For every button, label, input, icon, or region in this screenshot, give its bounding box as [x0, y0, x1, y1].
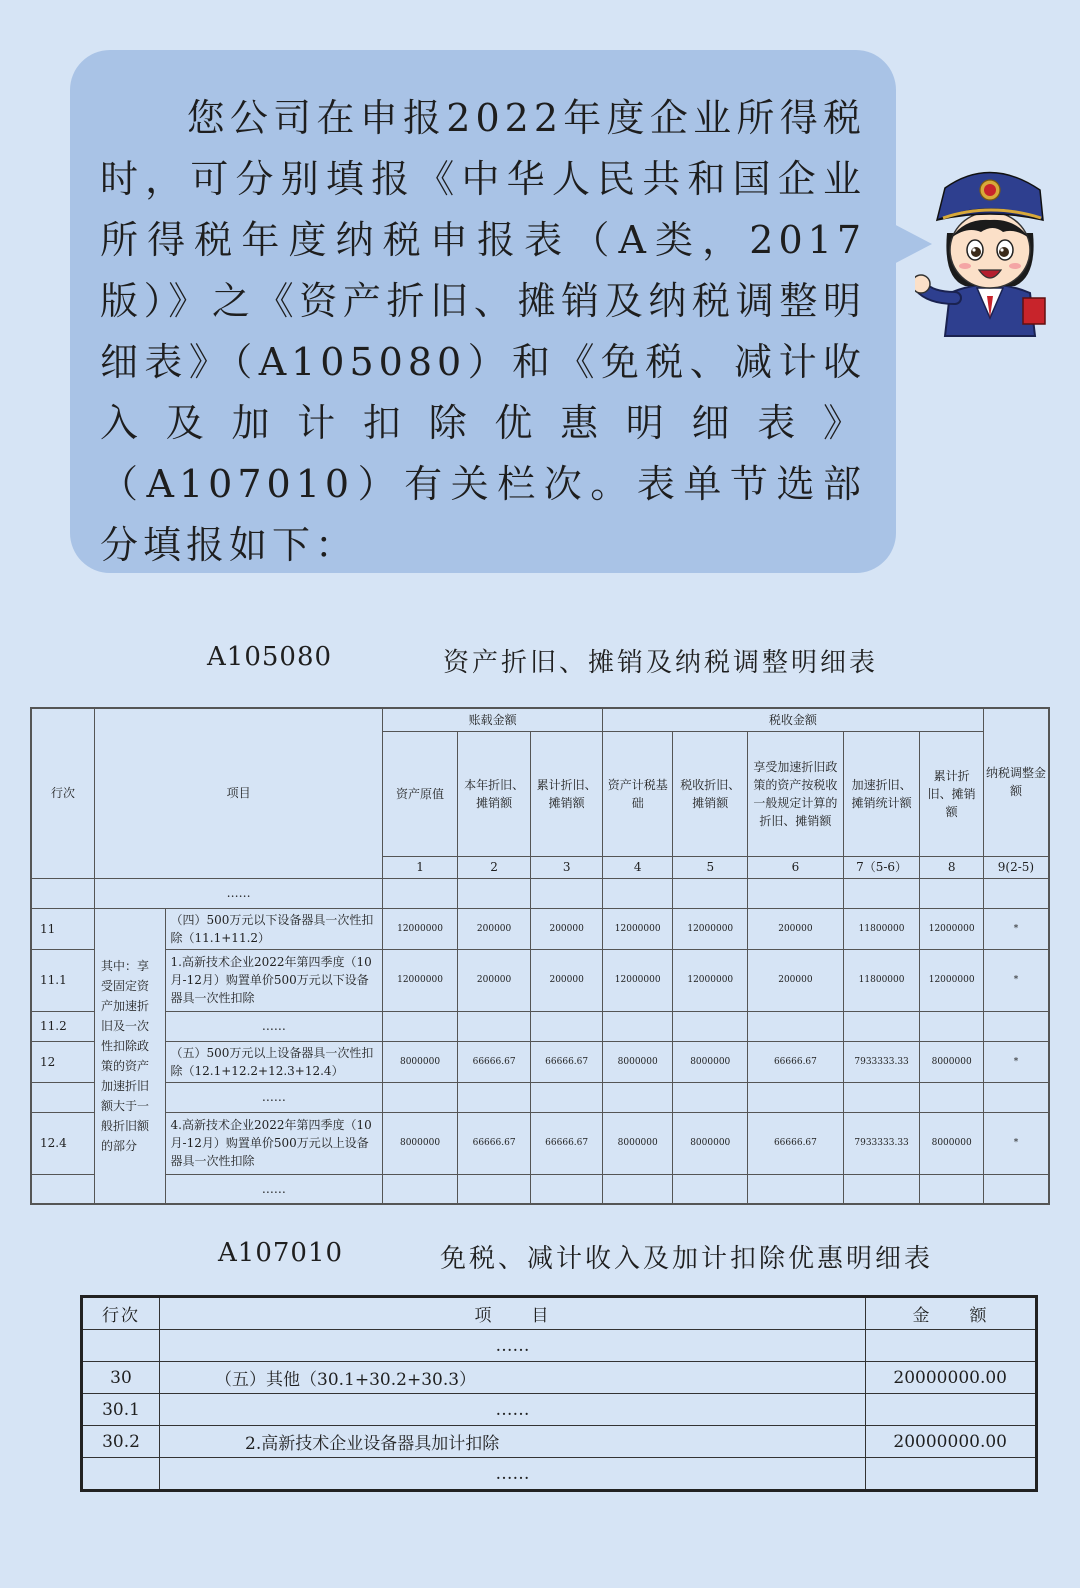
row-no: 30 [82, 1362, 160, 1394]
cell-value: 7933333.33 [843, 1041, 920, 1082]
row-item: …… [160, 1330, 866, 1362]
col-num-8: 8 [920, 856, 984, 878]
row-no [31, 1082, 94, 1112]
header-row-no: 行次 [31, 708, 94, 878]
row-no: 30.2 [82, 1426, 160, 1458]
cell-value: 66666.67 [457, 1041, 531, 1082]
header-item: 项目 [94, 708, 382, 878]
side-label: 其中：享受固定资产加速折旧及一次性扣除政策的资产加速折旧额大于一般折旧额的部分 [94, 908, 165, 1204]
col-num-6: 6 [748, 856, 844, 878]
cell-value: 8000000 [673, 1041, 748, 1082]
table-row [31, 1082, 1049, 1112]
table1-title-row [0, 642, 1080, 682]
header-col-1: 资产原值 [383, 731, 458, 856]
cell-value: 12000000 [383, 908, 458, 949]
col-num-3: 3 [531, 856, 603, 878]
cell-value: 12000000 [673, 908, 748, 949]
table-a105080 [30, 707, 1050, 1205]
header-col-6: 享受加速折旧政策的资产按税收一般规定计算的折旧、摊销额 [748, 731, 844, 856]
row-item: 1.高新技术企业2022年第四季度（10月-12月）购置单价500万元以下设备器具一次性扣除 [165, 949, 383, 1011]
col-num-7: 7（5-6） [843, 856, 920, 878]
row-amount: 20000000.00 [866, 1426, 1037, 1458]
cell-value: 12000000 [602, 908, 673, 949]
cell-value: 8000000 [602, 1041, 673, 1082]
cell-value: * [983, 949, 1049, 1011]
row-item: …… [160, 1394, 866, 1426]
row-no: 12.4 [31, 1112, 94, 1174]
header-col-2: 本年折旧、摊销额 [457, 731, 531, 856]
header-item: 项 目 [160, 1297, 866, 1330]
table-row [82, 1426, 1037, 1458]
col-num-2: 2 [457, 856, 531, 878]
table-row [31, 878, 1049, 908]
row-item: 4.高新技术企业2022年第四季度（10月-12月）购置单价500万元以上设备器具一次性扣除 [165, 1112, 383, 1174]
cell-value: 7933333.33 [843, 1112, 920, 1174]
row-amount [866, 1330, 1037, 1362]
header-col-4: 资产计税基础 [602, 731, 673, 856]
row-no: 30.1 [82, 1394, 160, 1426]
row-no [82, 1458, 160, 1491]
table-row [31, 949, 1049, 1011]
table-row [31, 1011, 1049, 1041]
col-num-1: 1 [383, 856, 458, 878]
table-row [31, 1174, 1049, 1204]
cell-value: 66666.67 [748, 1041, 844, 1082]
cell-value: 200000 [531, 949, 603, 1011]
row-item: …… [165, 1174, 383, 1204]
table-row [82, 1362, 1037, 1394]
cell-value: 66666.67 [748, 1112, 844, 1174]
table-a107010 [80, 1295, 1038, 1492]
row-no: 11.1 [31, 949, 94, 1011]
cell-value: * [983, 908, 1049, 949]
row-item: 2.高新技术企业设备器具加计扣除 [160, 1426, 866, 1458]
cell-value: 12000000 [383, 949, 458, 1011]
cell-value: 8000000 [383, 1041, 458, 1082]
row-no [82, 1330, 160, 1362]
tax-officer-mascot-icon [915, 158, 1065, 340]
speech-bubble [70, 50, 896, 573]
cell-value: 8000000 [920, 1112, 984, 1174]
cell-value: 12000000 [673, 949, 748, 1011]
row-item: …… [165, 1011, 383, 1041]
table1-code: A105080 [207, 642, 333, 672]
table-row [31, 908, 1049, 949]
table2-code: A107010 [218, 1238, 344, 1268]
row-item: （五）其他（30.1+30.2+30.3） [160, 1362, 866, 1394]
header-amount: 金 额 [866, 1297, 1037, 1330]
cell-value: 11800000 [843, 908, 920, 949]
cell-value: 12000000 [920, 908, 984, 949]
cell-value: 200000 [457, 949, 531, 1011]
row-amount [866, 1458, 1037, 1491]
header-col-3: 累计折旧、摊销额 [531, 731, 603, 856]
header-book-group: 账载金额 [383, 708, 603, 731]
cell-value: 66666.67 [457, 1112, 531, 1174]
row-no: 11.2 [31, 1011, 94, 1041]
row-item: …… [165, 1082, 383, 1112]
bubble-text: 您公司在申报2022年度企业所得税时，可分别填报《中华人民共和国企业所得税年度纳税申报表（A类，2017版）》之《资产折旧、摊销及纳税调整明细表》（A105080）和《免税、减计收入及加计扣除优惠明细表》（A107010）有关栏次。表单节选部分填报如下： [100, 96, 866, 567]
cell-value: 200000 [748, 949, 844, 1011]
ellipsis: …… [94, 878, 382, 908]
cell-value: 66666.67 [531, 1041, 603, 1082]
col-num-4: 4 [602, 856, 673, 878]
header-col-7: 加速折旧、摊销统计额 [843, 731, 920, 856]
table-row [82, 1330, 1037, 1362]
col-num-5: 5 [673, 856, 748, 878]
header-col-8: 累计折旧、摊销额 [920, 731, 984, 856]
cell-value: 8000000 [673, 1112, 748, 1174]
table2-title-row [0, 1238, 1080, 1278]
cell-value: * [983, 1112, 1049, 1174]
row-no: 11 [31, 908, 94, 949]
table-row [82, 1394, 1037, 1426]
row-amount [866, 1394, 1037, 1426]
row-no: 12 [31, 1041, 94, 1082]
col-num-9: 9(2-5) [983, 856, 1049, 878]
table-row [82, 1458, 1037, 1491]
cell-value: 8000000 [602, 1112, 673, 1174]
cell-value: 66666.67 [531, 1112, 603, 1174]
table-row [31, 1112, 1049, 1174]
cell-value: 8000000 [383, 1112, 458, 1174]
row-no [31, 1174, 94, 1204]
header-col-5: 税收折旧、摊销额 [673, 731, 748, 856]
cell-value: 12000000 [602, 949, 673, 1011]
table2-title: 免税、减计收入及加计扣除优惠明细表 [440, 1244, 934, 1274]
cell-value: 8000000 [920, 1041, 984, 1082]
row-item: （五）500万元以上设备器具一次性扣除（12.1+12.2+12.3+12.4） [165, 1041, 383, 1082]
header-tax-group: 税收金额 [602, 708, 983, 731]
table1-title: 资产折旧、摊销及纳税调整明细表 [443, 648, 879, 678]
cell-value: 12000000 [920, 949, 984, 1011]
row-item: …… [160, 1458, 866, 1491]
cell-value: 11800000 [843, 949, 920, 1011]
row-item: （四）500万元以下设备器具一次性扣除（11.1+11.2） [165, 908, 383, 949]
cell-value: 200000 [457, 908, 531, 949]
cell-value: 200000 [748, 908, 844, 949]
table-row [31, 1041, 1049, 1082]
header-row-no: 行次 [82, 1297, 160, 1330]
cell-value: 200000 [531, 908, 603, 949]
header-adjust: 纳税调整金额 [983, 708, 1049, 856]
cell-value: * [983, 1041, 1049, 1082]
row-amount: 20000000.00 [866, 1362, 1037, 1394]
